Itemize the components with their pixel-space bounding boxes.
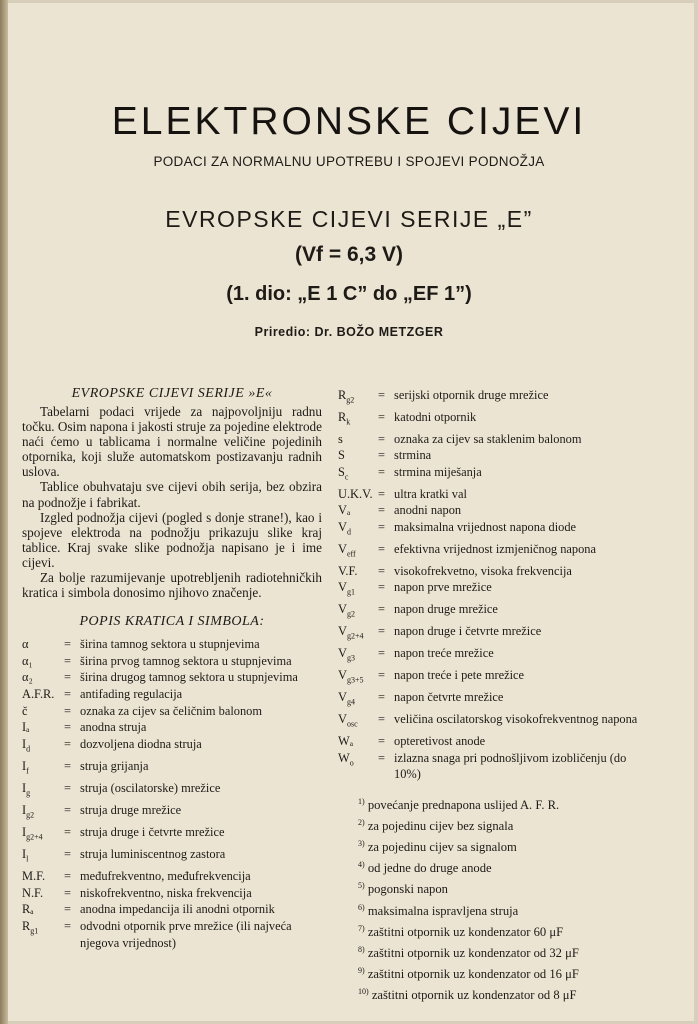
symbol-definition: maksimalna vrijednost napona diode bbox=[394, 519, 577, 534]
symbol-definition: napon treće mrežice bbox=[394, 646, 494, 661]
left-column bbox=[22, 386, 322, 951]
symbol-row bbox=[22, 736, 322, 758]
symbol: $V_{g4}$ bbox=[338, 690, 355, 707]
symbol: α₂ bbox=[22, 670, 33, 685]
symbol-row bbox=[22, 885, 322, 902]
footnote: $^{2)}$ za pojedinu cijev bez signala bbox=[358, 817, 514, 833]
heater-voltage: (Vf = 6,3 V) bbox=[295, 243, 403, 266]
symbol-row bbox=[22, 824, 322, 846]
symbol: $I_f$ bbox=[22, 758, 29, 776]
footnote: $^{3)}$ za pojedinu cijev sa signalom bbox=[358, 839, 517, 855]
equals-sign: = bbox=[64, 653, 71, 668]
symbol-definition: dozvoljena diodna struja bbox=[80, 736, 202, 751]
symbol-definition: opteretivost anode bbox=[394, 734, 486, 749]
symbol-definition: anodna impedancija ili anodni otpornik bbox=[80, 902, 275, 917]
symbol: $V_{g1}$ bbox=[338, 580, 355, 597]
symbol: N.F. bbox=[22, 885, 44, 900]
symbol-definition: struja druge i četvrte mrežice bbox=[80, 825, 225, 840]
symbol-row bbox=[338, 711, 638, 733]
symbol: α₁ bbox=[22, 653, 33, 668]
equals-sign: = bbox=[64, 802, 71, 817]
equals-sign: = bbox=[378, 388, 385, 402]
intro-paragraph: Tablice obuhvataju sve cijevi obih serija, bez obzira na podnožje i fabrikat. bbox=[22, 479, 322, 510]
symbol-row bbox=[22, 802, 322, 824]
symbol-definition: odvodni otpornik prve mrežice (ili najveća njegova vrijednost) bbox=[80, 918, 292, 950]
equals-sign: = bbox=[64, 758, 71, 773]
symbol: č bbox=[22, 703, 28, 718]
equals-sign: = bbox=[378, 624, 385, 639]
symbol-row bbox=[22, 636, 322, 653]
symbol: $W_o$ bbox=[338, 750, 354, 768]
symbol-definition: efektivna vrijednost izmjeničnog napona bbox=[394, 541, 596, 556]
symbols-list-left bbox=[22, 636, 322, 951]
symbol-row bbox=[338, 387, 638, 409]
symbol: S bbox=[338, 448, 345, 463]
symbol: s bbox=[338, 431, 343, 446]
symbol-row bbox=[338, 750, 638, 783]
symbol: $I_g$ bbox=[22, 780, 31, 798]
symbol-row bbox=[22, 868, 322, 885]
symbol-row bbox=[338, 409, 638, 431]
symbol: $R_{g1}$ bbox=[22, 918, 39, 936]
symbol-definition: napon druge i četvrte mrežice bbox=[394, 624, 542, 639]
symbol-row bbox=[22, 686, 322, 703]
symbol: $I_{g2+4}$ bbox=[22, 825, 43, 842]
equals-sign: = bbox=[64, 847, 71, 862]
symbol: $R_{g2}$ bbox=[338, 388, 355, 405]
equals-sign: = bbox=[378, 503, 385, 518]
symbol-definition: serijski otpornik druge mrežice bbox=[394, 388, 549, 402]
equals-sign: = bbox=[378, 519, 385, 534]
equals-sign: = bbox=[378, 734, 385, 749]
equals-sign: = bbox=[64, 885, 71, 900]
symbol: α bbox=[22, 637, 29, 652]
symbol: $I_l$ bbox=[22, 847, 29, 864]
author-line: Priredio: Dr. BOŽO METZGER bbox=[254, 325, 444, 339]
symbol-row bbox=[22, 703, 322, 720]
symbol: M.F. bbox=[22, 869, 46, 884]
symbol-row bbox=[22, 901, 322, 918]
symbol: $V_{eff}$ bbox=[338, 541, 356, 559]
symbol-definition: širina prvog tamnog sektora u stupnjevima bbox=[80, 653, 292, 668]
symbol-definition: oznaka za cijev sa čeličnim balonom bbox=[80, 703, 262, 718]
symbol-row bbox=[22, 653, 322, 670]
symbol: $V_{g3+5}$ bbox=[338, 668, 364, 685]
intro-paragraph: Izgled podnožja cijevi (pogled s donje strane!), kao i spojeve elektroda na podnožju prikazuju slike kraj tablice. Kraj svake slike podnožja napisano je i ime cijevi. bbox=[22, 509, 322, 570]
symbol-definition: širina drugog tamnog sektora u stupnjevima bbox=[80, 670, 298, 685]
symbol-definition: anodni napon bbox=[394, 503, 462, 518]
intro-text bbox=[22, 404, 322, 600]
symbol: Wₐ bbox=[338, 734, 354, 749]
symbol-row bbox=[338, 623, 638, 645]
symbol-definition: međufrekventno, međufrekvencija bbox=[80, 869, 251, 884]
symbol: V.F. bbox=[338, 563, 358, 578]
equals-sign: = bbox=[378, 646, 385, 661]
symbol-definition: napon četvrte mrežice bbox=[394, 690, 504, 705]
symbol-definition: visokofrekvetno, visoka frekvencija bbox=[394, 563, 572, 578]
symbol-row bbox=[22, 780, 322, 802]
symbol-row bbox=[338, 486, 638, 503]
symbol-row bbox=[22, 669, 322, 686]
symbol: $V_{g2+4}$ bbox=[338, 624, 364, 641]
equals-sign: = bbox=[378, 602, 385, 617]
equals-sign: = bbox=[378, 750, 385, 765]
symbol-row bbox=[338, 733, 638, 750]
symbol-definition: katodni otpornik bbox=[394, 409, 477, 424]
footnote: $^{10)}$ zaštitni otpornik uz kondenzator od 8 μF bbox=[358, 987, 577, 1003]
equals-sign: = bbox=[378, 486, 385, 501]
symbol-row bbox=[338, 563, 638, 580]
page-subtitle: PODACI ZA NORMALNU UPOTREBU I SPOJEVI PODNOŽJA bbox=[153, 154, 545, 169]
equals-sign: = bbox=[378, 409, 385, 424]
symbol-row bbox=[22, 719, 322, 736]
symbol-definition: anodna struja bbox=[80, 720, 147, 735]
symbol-row bbox=[338, 689, 638, 711]
symbol-definition: napon druge mrežice bbox=[394, 602, 498, 617]
equals-sign: = bbox=[64, 869, 71, 884]
symbol: $I_{g2}$ bbox=[22, 802, 35, 820]
equals-sign: = bbox=[378, 580, 385, 595]
equals-sign: = bbox=[378, 431, 385, 446]
symbol-row bbox=[338, 645, 638, 667]
symbol-definition: niskofrekventno, niska frekvencija bbox=[80, 885, 252, 900]
equals-sign: = bbox=[64, 637, 71, 652]
series-heading: EVROPSKE CIJEVI SERIJE „E” bbox=[165, 206, 533, 232]
intro-paragraph: Tabelarni podaci vrijede za najpovoljniju radnu točku. Osim napona i jakosti struje za pojedine elektrode naći ćemo u tablicama i normalne veličine pojedinih otpornika, koji služe automatskom postizavanju radnih uslova. bbox=[22, 404, 322, 480]
symbol: $V_{osc}$ bbox=[338, 712, 358, 729]
symbol-row bbox=[22, 846, 322, 868]
symbol-definition: izlazna snaga pri podnošljivom izobličenju (do 10%) bbox=[394, 750, 627, 782]
symbol-row bbox=[22, 918, 322, 951]
symbol-row bbox=[338, 502, 638, 519]
symbol-definition: struja (oscilatorske) mrežice bbox=[80, 780, 221, 795]
equals-sign: = bbox=[378, 563, 385, 578]
equals-sign: = bbox=[378, 464, 385, 479]
equals-sign: = bbox=[64, 902, 71, 917]
equals-sign: = bbox=[378, 448, 385, 463]
symbol-definition: strmina bbox=[394, 448, 432, 463]
equals-sign: = bbox=[378, 541, 385, 556]
symbol-definition: napon treće i pete mrežice bbox=[394, 668, 525, 683]
symbol-row bbox=[22, 758, 322, 780]
equals-sign: = bbox=[378, 668, 385, 683]
footnote: $^{6)}$ maksimalna ispravljena struja bbox=[358, 902, 519, 918]
equals-sign: = bbox=[64, 670, 71, 685]
symbol-row bbox=[338, 464, 638, 486]
symbol-definition: struja grijanja bbox=[80, 758, 149, 773]
equals-sign: = bbox=[64, 918, 71, 933]
footnote: $^{9)}$ zaštitni otpornik uz kondenzator od 16 μF bbox=[358, 966, 579, 982]
page-title: ELEKTRONSKE CIJEVI bbox=[111, 100, 587, 143]
footnote: $^{5)}$ pogonski napon bbox=[358, 881, 448, 897]
equals-sign: = bbox=[378, 690, 385, 705]
equals-sign: = bbox=[64, 736, 71, 751]
symbol: U.K.V. bbox=[338, 486, 373, 501]
symbol-definition: oznaka za cijev sa staklenim balonom bbox=[394, 431, 582, 446]
symbols-list-right bbox=[338, 387, 638, 783]
symbol-definition: antifading regulacija bbox=[80, 687, 183, 701]
intro-paragraph: Za bolje razumijevanje upotrebljenih radiotehničkih kratica i simbola donosimo njihovo značenje. bbox=[22, 570, 322, 601]
symbol-row bbox=[338, 447, 638, 464]
equals-sign: = bbox=[64, 703, 71, 718]
right-column bbox=[338, 387, 638, 1005]
footnote: $^{1)}$ povećanje prednapona uslijed A. F. R. bbox=[358, 796, 560, 812]
symbol: $R_k$ bbox=[338, 409, 351, 427]
symbol-definition: strmina miješanja bbox=[394, 464, 482, 479]
symbol-definition: veličina oscilatorskog visokofrekventnog napona bbox=[394, 712, 638, 727]
equals-sign: = bbox=[64, 687, 71, 701]
symbol-definition: struja druge mrežice bbox=[80, 802, 182, 817]
symbol: $V_d$ bbox=[338, 519, 351, 537]
symbol-row bbox=[338, 519, 638, 541]
symbol-row bbox=[338, 601, 638, 623]
symbol: $V_{g3}$ bbox=[338, 646, 355, 663]
equals-sign: = bbox=[378, 712, 385, 727]
intro-heading: EVROPSKE CIJEVI SERIJE »E« bbox=[71, 386, 273, 401]
symbol: $V_{g2}$ bbox=[338, 602, 355, 619]
symbol-row bbox=[338, 579, 638, 601]
symbol-row bbox=[338, 667, 638, 689]
symbol-definition: ultra kratki val bbox=[394, 486, 467, 501]
symbol-definition: širina tamnog sektora u stupnjevima bbox=[80, 637, 260, 652]
symbol: Vₐ bbox=[338, 503, 351, 518]
symbol-definition: struja luminiscentnog zastora bbox=[80, 847, 226, 862]
symbols-heading: POPIS KRATICA I SIMBOLA: bbox=[79, 614, 265, 630]
equals-sign: = bbox=[64, 825, 71, 840]
symbol: $I_d$ bbox=[22, 736, 31, 754]
symbol-row bbox=[338, 541, 638, 563]
footnote: $^{7)}$ zaštitni otpornik uz kondenzator 60 μF bbox=[358, 923, 564, 939]
equals-sign: = bbox=[64, 780, 71, 795]
symbol-row bbox=[338, 431, 638, 448]
symbol-definition: napon prve mrežice bbox=[394, 580, 492, 595]
footnote: $^{4)}$ od jedne do druge anode bbox=[358, 860, 492, 876]
footnote: $^{8)}$ zaštitni otpornik uz kondenzator od 32 μF bbox=[358, 944, 579, 961]
symbol: Rₐ bbox=[22, 902, 34, 917]
part-heading: (1. dio: „E 1 C” do „EF 1”) bbox=[226, 283, 472, 305]
equals-sign: = bbox=[64, 720, 71, 735]
symbol: Iₐ bbox=[22, 720, 30, 735]
symbol: $S_c$ bbox=[338, 464, 349, 482]
footnotes bbox=[338, 793, 638, 1005]
symbol: A.F.R. bbox=[22, 687, 55, 701]
